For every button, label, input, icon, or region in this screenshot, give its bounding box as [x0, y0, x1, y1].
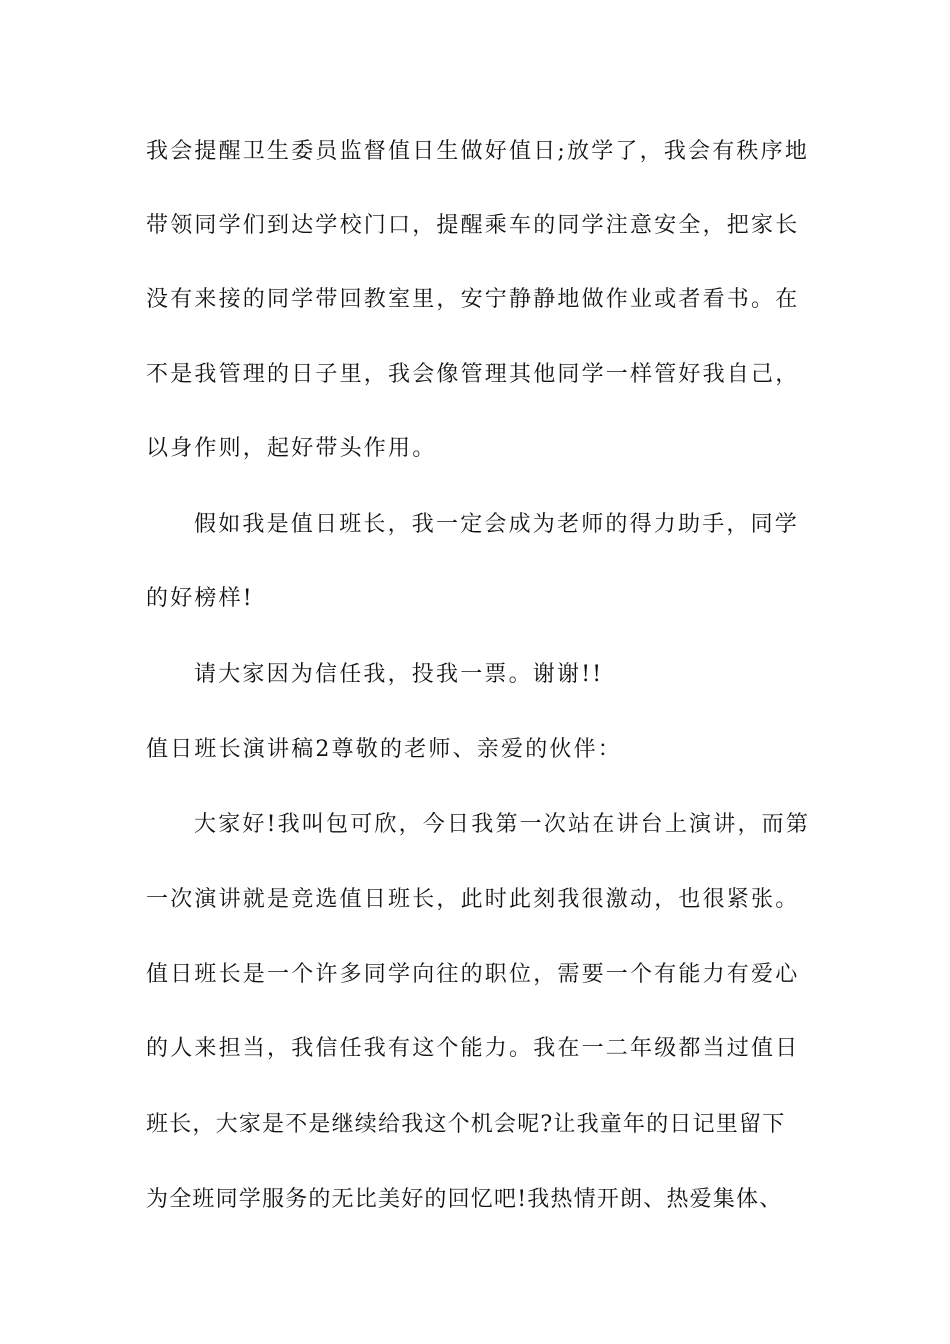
paragraph-line: 大家好!我叫包可欣，今日我第一次站在讲台上演讲，而第 — [194, 812, 811, 837]
paragraph-line: 不是我管理的日子里，我会像管理其他同学一样管好我自己， — [146, 362, 800, 387]
paragraph-line: 以身作则，起好带头作用。 — [146, 436, 437, 461]
paragraph-line: 假如我是值日班长，我一定会成为老师的得力助手，同学 — [194, 512, 800, 537]
paragraph-line: 我会提醒卫生委员监督值日生做好值日;放学了，我会有秩序地 — [146, 139, 810, 164]
paragraph-line: 值日班长是一个许多同学向往的职位，需要一个有能力有爱心 — [146, 962, 800, 987]
paragraph-line: 一次演讲就是竞选值日班长，此时此刻我很激动，也很紧张。 — [146, 887, 800, 912]
paragraph-line: 请大家因为信任我，投我一票。谢谢!! — [194, 662, 604, 687]
paragraph-line: 的好榜样! — [146, 586, 254, 611]
paragraph-line: 带领同学们到达学校门口，提醒乘车的同学注意安全，把家长 — [146, 213, 800, 238]
paragraph-line: 的人来担当，我信任我有这个能力。我在一二年级都当过值日 — [146, 1036, 800, 1061]
section-heading-line: 值日班长演讲稿2尊敬的老师、亲爱的伙伴： — [146, 737, 622, 762]
paragraph-line: 没有来接的同学带回教室里，安宁静静地做作业或者看书。在 — [146, 287, 800, 312]
paragraph-line: 班长，大家是不是继续给我这个机会呢?让我童年的日记里留下 — [146, 1112, 786, 1137]
paragraph-line: 为全班同学服务的无比美好的回忆吧!我热情开朗、热爱集体、 — [146, 1187, 783, 1212]
